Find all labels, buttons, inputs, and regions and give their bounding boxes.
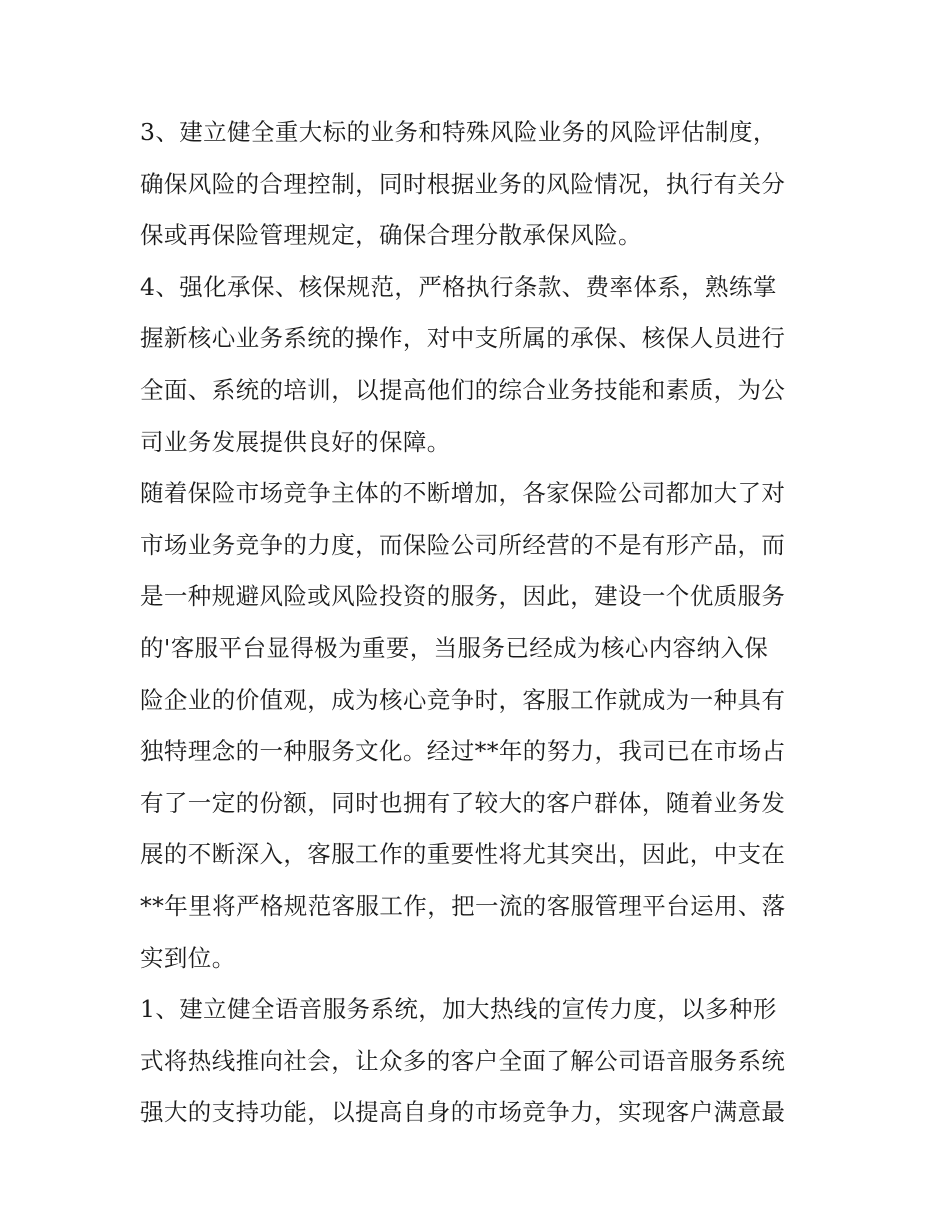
text-line: 全面、系统的培训，以提高他们的综合业务技能和素质，为公	[140, 375, 786, 404]
text-line: 展的不断深入，客服工作的重要性将尤其突出，因此，中支在	[140, 840, 786, 869]
text-line: 是一种规避风险或风险投资的服务，因此，建设一个优质服务	[140, 582, 786, 611]
text-line: 式将热线推向社会，让众多的客户全面了解公司语音服务系统	[140, 1046, 786, 1075]
text-line: 司业务发展提供良好的保障。	[140, 427, 451, 456]
text-line: 保或再保险管理规定，确保合理分散承保风险。	[140, 221, 642, 250]
text-line: 险企业的价值观，成为核心竞争时，客服工作就成为一种具有	[140, 685, 786, 714]
text-line: 强大的支持功能，以提高自身的市场竞争力，实现客户满意最	[140, 1098, 786, 1127]
text-line: 握新核心业务系统的操作，对中支所属的承保、核保人员进行	[140, 324, 786, 353]
text-line: **年里将严格规范客服工作，把一流的客服管理平台运用、落	[140, 891, 786, 920]
document-body	[140, 107, 820, 1139]
text-line: 的'客服平台显得极为重要，当服务已经成为核心内容纳入保	[140, 633, 769, 662]
text-line: 随着保险市场竞争主体的不断增加，各家保险公司都加大了对	[140, 479, 786, 508]
text-line: 独特理念的一种服务文化。经过**年的努力，我司已在市场占	[140, 737, 786, 766]
text-line: 实到位。	[140, 943, 236, 972]
text-line: 有了一定的份额，同时也拥有了较大的客户群体，随着业务发	[140, 788, 786, 817]
text-line: 1、建立健全语音服务系统，加大热线的宣传力度，以多种形	[140, 995, 777, 1024]
text-line: 3、建立健全重大标的业务和特殊风险业务的风险评估制度，	[140, 118, 777, 146]
text-line: 4、强化承保、核保规范，严格执行条款、费率体系，熟练掌	[140, 272, 777, 301]
text-line: 市场业务竞争的力度，而保险公司所经营的不是有形产品，而	[140, 530, 786, 559]
text-line: 确保风险的合理控制，同时根据业务的风险情况，执行有关分	[140, 169, 786, 198]
